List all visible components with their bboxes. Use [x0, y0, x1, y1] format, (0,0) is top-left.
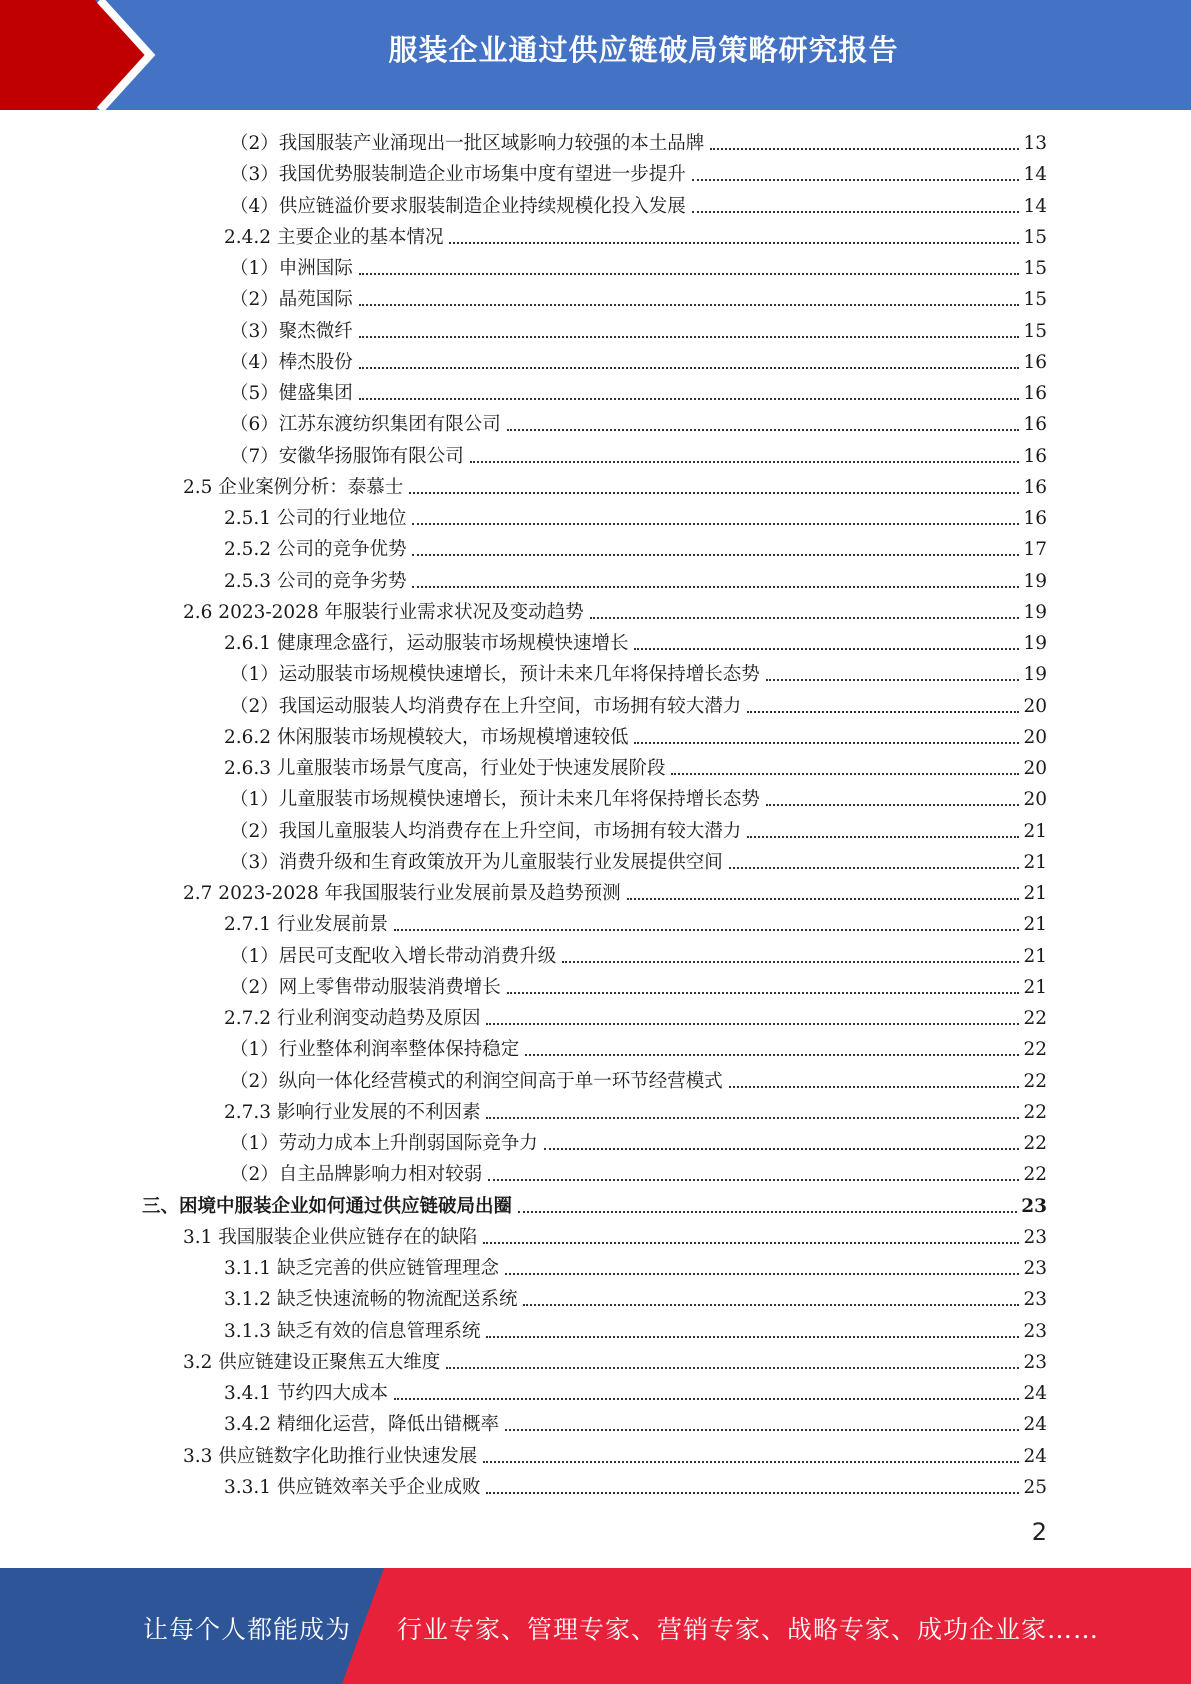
toc-dot-leader: [544, 1147, 1020, 1150]
toc-entry-title: 2.4.2 主要企业的基本情况: [224, 226, 444, 248]
toc-entry-page: 22: [1023, 1070, 1047, 1092]
toc-dot-leader: [412, 553, 1019, 556]
toc-dot-leader: [507, 428, 1020, 431]
toc-dot-leader: [486, 1022, 1019, 1025]
toc-entry[interactable]: [183, 597, 1047, 628]
toc-dot-leader: [634, 741, 1019, 744]
toc-entry-page: 19: [1023, 601, 1047, 623]
toc-dot-leader: [507, 991, 1020, 994]
toc-entry-title: 2.5.2 公司的竞争优势: [224, 539, 407, 561]
toc-dot-leader: [394, 1397, 1019, 1400]
toc-entry[interactable]: [224, 909, 1047, 940]
toc-entry-title: 3.4.2 精细化运营，降低出错概率: [224, 1414, 499, 1436]
toc-entry-page: 15: [1023, 226, 1047, 248]
toc-entry-page: 23: [1023, 1258, 1047, 1279]
page-number: 2: [1031, 1518, 1047, 1546]
toc-entry[interactable]: [230, 253, 1047, 284]
toc-entry[interactable]: [224, 1316, 1047, 1347]
toc-dot-leader: [729, 866, 1020, 869]
toc-dot-leader: [412, 585, 1019, 588]
toc-entry[interactable]: [230, 1066, 1047, 1097]
toc-entry[interactable]: [230, 409, 1047, 440]
toc-dot-leader: [692, 178, 1020, 181]
report-title: 服装企业通过供应链破局策略研究报告: [388, 33, 899, 67]
toc-entry[interactable]: [183, 1441, 1047, 1472]
toc-entry-page: 22: [1023, 1133, 1047, 1154]
toc-dot-leader: [525, 1053, 1019, 1056]
toc-entry-page: 23: [1023, 1351, 1047, 1373]
toc-dot-leader: [505, 1428, 1019, 1431]
toc-entry[interactable]: [230, 159, 1047, 190]
toc-entry-title: （7）安徽华扬服饰有限公司: [230, 445, 464, 467]
toc-entry-title: （2）自主品牌影响力相对较弱: [230, 1164, 483, 1186]
toc-entry-title: 3.4.1 节约四大成本: [224, 1383, 388, 1404]
toc-entry-title: 3.1.2 缺乏快速流畅的物流配送系统: [224, 1289, 518, 1311]
toc-entry-title: （2）我国服装产业涌现出一批区域影响力较强的本土品牌: [230, 133, 705, 154]
toc-entry-page: 21: [1023, 976, 1047, 998]
toc-entry[interactable]: [230, 191, 1047, 222]
toc-entry-title: （4）供应链溢价要求服装制造企业持续规模化投入发展: [230, 195, 686, 217]
toc-dot-leader: [409, 491, 1019, 494]
toc-entry-page: 22: [1023, 1008, 1047, 1029]
toc-entry-title: 2.7.1 行业发展前景: [224, 914, 388, 936]
toc-entry-title: 3.1.3 缺乏有效的信息管理系统: [224, 1320, 481, 1342]
toc-dot-leader: [562, 960, 1019, 963]
toc-entry-title: 2.5 企业案例分析：泰慕士: [183, 476, 404, 498]
toc-entry-title: （1）劳动力成本上升削弱国际竞争力: [230, 1133, 538, 1154]
toc-entry[interactable]: [224, 1472, 1047, 1503]
toc-entry-title: （1）申洲国际: [230, 258, 353, 279]
toc-dot-leader: [523, 1303, 1019, 1306]
toc-dot-leader: [634, 647, 1019, 650]
toc-dot-leader: [590, 616, 1020, 619]
toc-entry-page: 23: [1023, 1289, 1047, 1311]
toc-entry[interactable]: [224, 222, 1047, 253]
toc-entry-page: 22: [1023, 1101, 1047, 1123]
toc-entry-title: （3）聚杰微纤: [230, 320, 353, 342]
toc-dot-leader: [729, 1085, 1020, 1088]
toc-dot-leader: [412, 522, 1019, 525]
toc-entry[interactable]: [230, 347, 1047, 378]
toc-dot-leader: [518, 1210, 1017, 1213]
toc-entry-page: 16: [1023, 414, 1047, 436]
toc-entry-title: 2.6.2 休闲服装市场规模较大，市场规模增速较低: [224, 726, 629, 748]
toc-entry-title: （2）我国运动服装人均消费存在上升空间，市场拥有较大潜力: [230, 695, 742, 717]
toc-entry[interactable]: [224, 722, 1047, 753]
toc-entry-title: 2.7 2023-2028 年我国服装行业发展前景及趋势预测: [183, 883, 621, 904]
toc-dot-leader: [692, 210, 1020, 213]
toc-entry-page: 16: [1023, 445, 1047, 467]
toc-entry-title: （2）纵向一体化经营模式的利润空间高于单一环节经营模式: [230, 1070, 723, 1092]
toc-dot-leader: [483, 1241, 1019, 1244]
toc-dot-leader: [505, 1272, 1019, 1275]
toc-dot-leader: [671, 772, 1019, 775]
toc-entry[interactable]: [224, 566, 1047, 597]
toc-entry-page: 15: [1023, 320, 1047, 342]
toc-entry-title: （1）运动服装市场规模快速增长，预计未来几年将保持增长态势: [230, 664, 760, 686]
toc-entry-page: 21: [1023, 914, 1047, 936]
toc-entry-title: 2.5.3 公司的竞争劣势: [224, 570, 407, 592]
toc-entry[interactable]: [224, 1378, 1047, 1409]
toc-dot-leader: [359, 366, 1020, 369]
toc-entry[interactable]: [224, 1253, 1047, 1284]
toc-entry[interactable]: [224, 503, 1047, 534]
toc-dot-leader: [766, 803, 1020, 806]
toc-entry-title: 2.6 2023-2028 年服装行业需求状况及变动趋势: [183, 601, 584, 623]
toc-entry-title: 3.1 我国服装企业供应链存在的缺陷: [183, 1226, 478, 1248]
toc-entry[interactable]: [142, 1191, 1047, 1222]
toc-dot-leader: [359, 335, 1020, 338]
toc-dot-leader: [627, 897, 1020, 900]
toc-entry-page: 16: [1023, 508, 1047, 529]
toc-entry-title: 三、困境中服装企业如何通过供应链破局出圈: [142, 1195, 513, 1217]
toc-entry-title: （5）健盛集团: [230, 383, 353, 404]
toc-dot-leader: [394, 928, 1019, 931]
toc-entry[interactable]: [230, 847, 1047, 878]
toc-dot-leader: [483, 1460, 1019, 1463]
toc-entry-title: 3.3 供应链数字化助推行业快速发展: [183, 1445, 478, 1467]
toc-entry-page: 19: [1023, 664, 1047, 686]
toc-entry-page: 21: [1023, 820, 1047, 842]
toc-entry-title: 2.6.3 儿童服装市场景气度高，行业处于快速发展阶段: [224, 758, 666, 779]
toc-entry[interactable]: [224, 534, 1047, 565]
toc-entry[interactable]: [230, 128, 1047, 159]
footer-slogan-left: 让每个人都能成为: [143, 1615, 352, 1644]
toc-entry[interactable]: [183, 472, 1047, 503]
toc-entry-title: （1）居民可支配收入增长带动消费升级: [230, 945, 557, 967]
toc-dot-leader: [488, 1178, 1019, 1181]
toc-entry-title: （6）江苏东渡纺织集团有限公司: [230, 414, 501, 436]
toc-entry[interactable]: [230, 691, 1047, 722]
toc-entry-title: （1）行业整体利润率整体保持稳定: [230, 1039, 520, 1061]
toc-entry-page: 21: [1023, 945, 1047, 967]
toc-dot-leader: [470, 460, 1020, 463]
page-footer: [0, 1568, 1191, 1684]
toc-entry-page: 16: [1023, 383, 1047, 404]
toc-entry-page: 14: [1023, 164, 1047, 186]
toc-entry-page: 14: [1023, 195, 1047, 217]
toc-entry[interactable]: [230, 941, 1047, 972]
toc-entry[interactable]: [230, 1159, 1047, 1190]
toc-entry[interactable]: [183, 1347, 1047, 1378]
toc-entry[interactable]: [224, 628, 1047, 659]
toc-dot-leader: [747, 835, 1019, 838]
toc-entry-page: 17: [1023, 539, 1047, 561]
toc-entry[interactable]: [230, 1128, 1047, 1159]
toc-entry-page: 21: [1023, 883, 1047, 904]
toc-entry[interactable]: [230, 441, 1047, 472]
toc-entry-page: 20: [1023, 695, 1047, 717]
toc-entry[interactable]: [230, 316, 1047, 347]
toc-entry-title: （2）晶苑国际: [230, 289, 353, 311]
toc-entry-page: 21: [1023, 851, 1047, 873]
toc-entry-page: 24: [1023, 1383, 1047, 1404]
toc-entry[interactable]: [183, 878, 1047, 909]
toc-entry-page: 24: [1023, 1445, 1047, 1467]
toc-dot-leader: [486, 1335, 1019, 1338]
toc-dot-leader: [486, 1116, 1019, 1119]
toc-entry[interactable]: [230, 284, 1047, 315]
toc-dot-leader: [359, 397, 1020, 400]
toc-entry-title: 2.5.1 公司的行业地位: [224, 508, 407, 529]
toc-entry-title: 2.7.2 行业利润变动趋势及原因: [224, 1008, 481, 1029]
toc-entry-title: 3.3.1 供应链效率关乎企业成败: [224, 1476, 481, 1498]
toc-dot-leader: [486, 1491, 1019, 1494]
toc-entry[interactable]: [224, 1284, 1047, 1315]
toc-entry-page: 23: [1021, 1195, 1047, 1217]
toc-dot-leader: [449, 241, 1019, 244]
toc-entry[interactable]: [230, 972, 1047, 1003]
footer-slogan-right: 行业专家、管理专家、营销专家、战略专家、成功企业家……: [397, 1615, 1100, 1644]
toc-dot-leader: [747, 710, 1019, 713]
toc-entry-page: 22: [1023, 1039, 1047, 1061]
page-header: [0, 0, 1191, 110]
toc-entry-page: 16: [1023, 476, 1047, 498]
toc-entry-title: 2.7.3 影响行业发展的不利因素: [224, 1101, 481, 1123]
toc-entry-page: 20: [1023, 726, 1047, 748]
toc-entry-page: 16: [1023, 351, 1047, 373]
toc-entry[interactable]: [230, 816, 1047, 847]
toc-entry-page: 15: [1023, 289, 1047, 311]
toc-entry-title: （3）消费升级和生育政策放开为儿童服装行业发展提供空间: [230, 851, 723, 873]
toc-entry[interactable]: [230, 378, 1047, 409]
toc-entry[interactable]: [230, 1034, 1047, 1065]
toc-entry-title: （2）网上零售带动服装消费增长: [230, 976, 501, 998]
toc-entry-page: 25: [1023, 1476, 1047, 1498]
toc-entry-page: 15: [1023, 258, 1047, 279]
toc-entry-title: 2.6.1 健康理念盛行，运动服装市场规模快速增长: [224, 633, 629, 654]
toc-entry-page: 22: [1023, 1164, 1047, 1186]
toc-dot-leader: [359, 272, 1020, 275]
toc-dot-leader: [766, 678, 1020, 681]
toc-entry[interactable]: [224, 1003, 1047, 1034]
toc-entry-title: （2）我国儿童服装人均消费存在上升空间，市场拥有较大潜力: [230, 820, 742, 842]
toc-entry[interactable]: [224, 1409, 1047, 1440]
toc-entry-page: 23: [1023, 1320, 1047, 1342]
toc-entry[interactable]: [224, 753, 1047, 784]
toc-entry[interactable]: [224, 1097, 1047, 1128]
toc-entry-page: 19: [1023, 633, 1047, 654]
toc-entry-page: 24: [1023, 1414, 1047, 1436]
toc-entry-page: 20: [1023, 758, 1047, 779]
toc-entry[interactable]: [183, 1222, 1047, 1253]
toc-entry[interactable]: [230, 659, 1047, 690]
toc-entry[interactable]: [230, 784, 1047, 815]
toc-entry-title: （1）儿童服装市场规模快速增长，预计未来几年将保持增长态势: [230, 789, 760, 811]
toc-entry-title: 3.1.1 缺乏完善的供应链管理理念: [224, 1258, 499, 1279]
toc-entry-page: 13: [1023, 133, 1047, 154]
toc-entry-page: 19: [1023, 570, 1047, 592]
toc-dot-leader: [710, 147, 1019, 150]
toc-entry-page: 20: [1023, 789, 1047, 811]
toc-entry-title: 3.2 供应链建设正聚焦五大维度: [183, 1351, 441, 1373]
toc-dot-leader: [359, 303, 1020, 306]
toc-dot-leader: [446, 1366, 1019, 1369]
toc-entry-page: 23: [1023, 1226, 1047, 1248]
toc-entry-title: （3）我国优势服装制造企业市场集中度有望进一步提升: [230, 164, 686, 186]
toc-entry-title: （4）棒杰股份: [230, 351, 353, 373]
